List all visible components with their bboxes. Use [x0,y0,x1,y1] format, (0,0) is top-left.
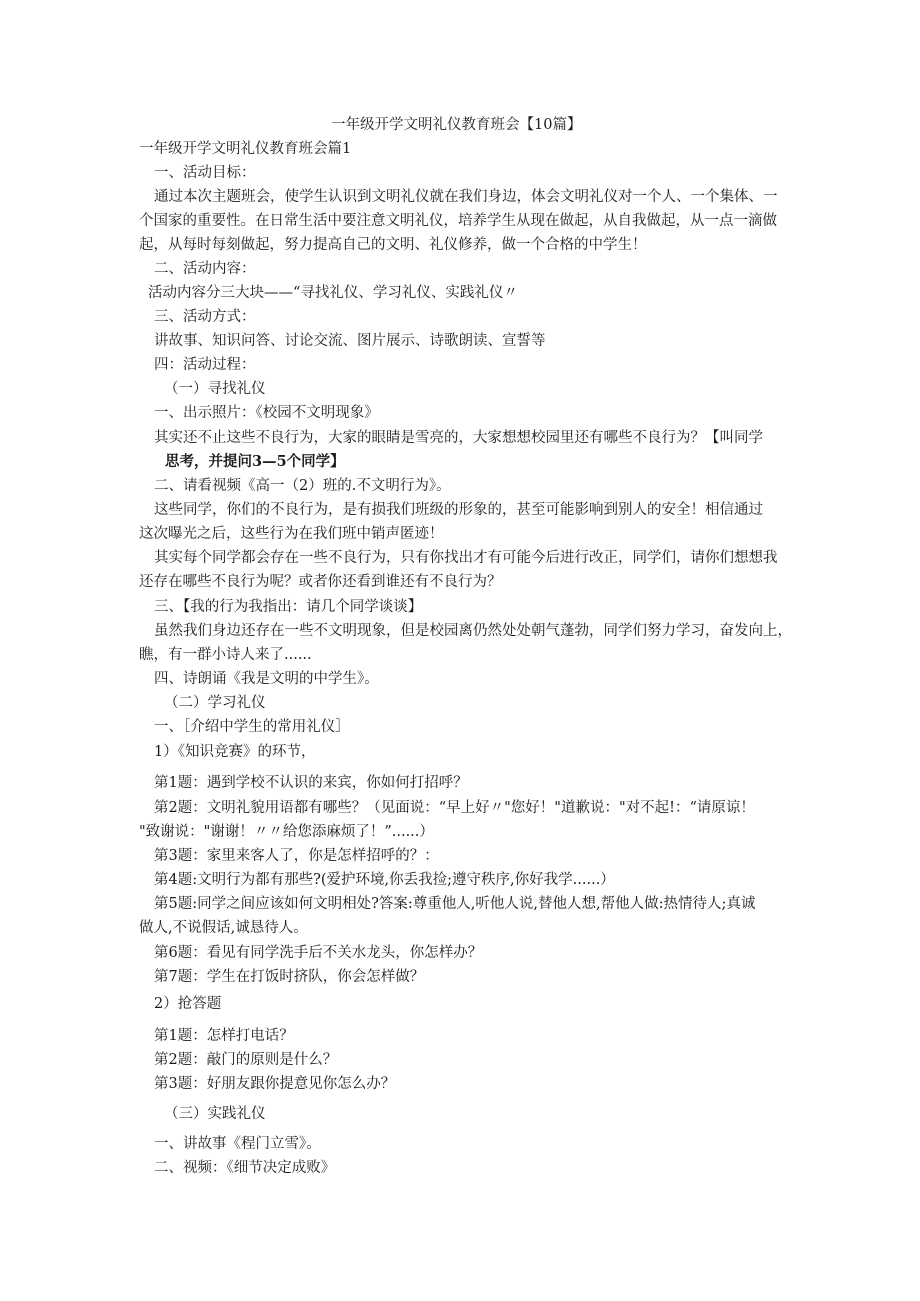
text-line: 二、活动内容： [154,261,256,277]
text-line: 个国家的重要性。在日常生活中要注意文明礼仪，培养学生从现在做起，从自我做起，从一点一滴做 [139,213,777,229]
text-line: 四、诗朗诵《我是文明的中学生》。 [154,671,379,687]
text-line: 起，从每时每刻做起，努力提高自己的文明、礼仪修养，做一个合格的中学生！ [139,237,647,253]
text-line: 做人,不说假话,诚恳待人。 [139,920,308,936]
text-line: 二、请看视频《高一（2）班的.不文明行为》。 [154,478,451,494]
text-line: 第6题：看见有同学洗手后不关水龙头，你怎样办？ [154,945,483,961]
text-line: 一、活动目标： [154,165,256,181]
section-heading: 一年级开学文明礼仪教育班会篇1 [139,141,352,157]
text-line: 一、讲故事《程门立雪》。 [154,1136,321,1152]
text-line: 思考，并提问3—5个同学】 [165,453,345,470]
text-line: 第3题：家里来客人了，你是怎样招呼的？： [154,848,439,864]
text-line: 一、［介绍中学生的常用礼仪］ [154,719,350,735]
text-line: 三、活动方式： [154,309,256,325]
text-line: 第3题：好朋友跟你提意见你怎么办？ [154,1076,396,1092]
text-line: 第1题：遇到学校不认识的来宾，你如何打招呼？ [154,775,468,791]
text-line: 还存在哪些不良行为呢？或者你还看到谁还有不良行为？ [139,574,502,590]
text-line: （三）实践礼仪 [164,1106,266,1122]
document-title: 一年级开学文明礼仪教育班会【10篇】 [331,117,582,133]
text-line: （二）学习礼仪 [164,695,266,711]
text-line: 第5题:同学之间应该如何文明相处?答案:尊重他人,听他人说,替他人想,帮他人做:热情待人;真诚 [154,896,756,912]
text-line: 一、出示照片：《校园不文明现象》 [154,405,379,421]
text-line: 第2题：文明礼貌用语都有哪些？（见面说：“早上好〃"您好！"道歉说："对不起!：“请原谅！ [154,800,755,816]
text-line: 活动内容分三大块——“寻找礼仪、学习礼仪、实践礼仪〃 [148,285,518,301]
text-line: 第7题：学生在打饭时挤队，你会怎样做？ [154,969,425,985]
text-line: 其实还不止这些不良行为，大家的眼睛是雪亮的，大家想想校园里还有哪些不良行为？【叫同学 [154,430,763,446]
text-line: 瞧，有一群小诗人来了...... [139,647,312,663]
text-line: 这些同学，你们的不良行为，是有损我们班级的形象的，甚至可能影响到别人的安全！相信通过 [154,502,763,518]
text-line: 四：活动过程： [154,357,256,373]
text-line: 1）《知识竞赛》的环节， [154,744,316,760]
text-line: "致谢说："谢谢！〃〃给您添麻烦了！”......） [139,824,434,840]
text-line: 二、视频：《细节决定成败》 [154,1160,336,1176]
text-line: 通过本次主题班会，使学生认识到文明礼仪就在我们身边，体会文明礼仪对一个人、一个集体、一 [154,189,778,205]
text-line: 2）抢答题 [154,996,222,1012]
text-line: （一）寻找礼仪 [164,381,266,397]
text-line: 三、【我的行为我指出：请几个同学谈谈】 [154,599,423,615]
text-line: 第2题：敲门的原则是什么？ [154,1052,338,1068]
text-line: 第1题：怎样打电话？ [154,1028,294,1044]
text-line: 第4题:文明行为都有那些?(爱护环境,你丢我捡;遵守秩序,你好我学......） [154,872,615,888]
text-line: 其实每个同学都会存在一些不良行为，只有你找出才有可能今后进行改正，同学们，请你们想想我 [154,550,778,566]
text-line: 讲故事、知识问答、讨论交流、图片展示、诗歌朗读、宣誓等 [154,333,546,349]
text-line: 虽然我们身边还存在一些不文明现象，但是校园离仍然处处朝气蓬勃，同学们努力学习，奋发向上， [154,623,792,639]
text-line: 这次曝光之后，这些行为在我们班中销声匿迹！ [139,526,444,542]
